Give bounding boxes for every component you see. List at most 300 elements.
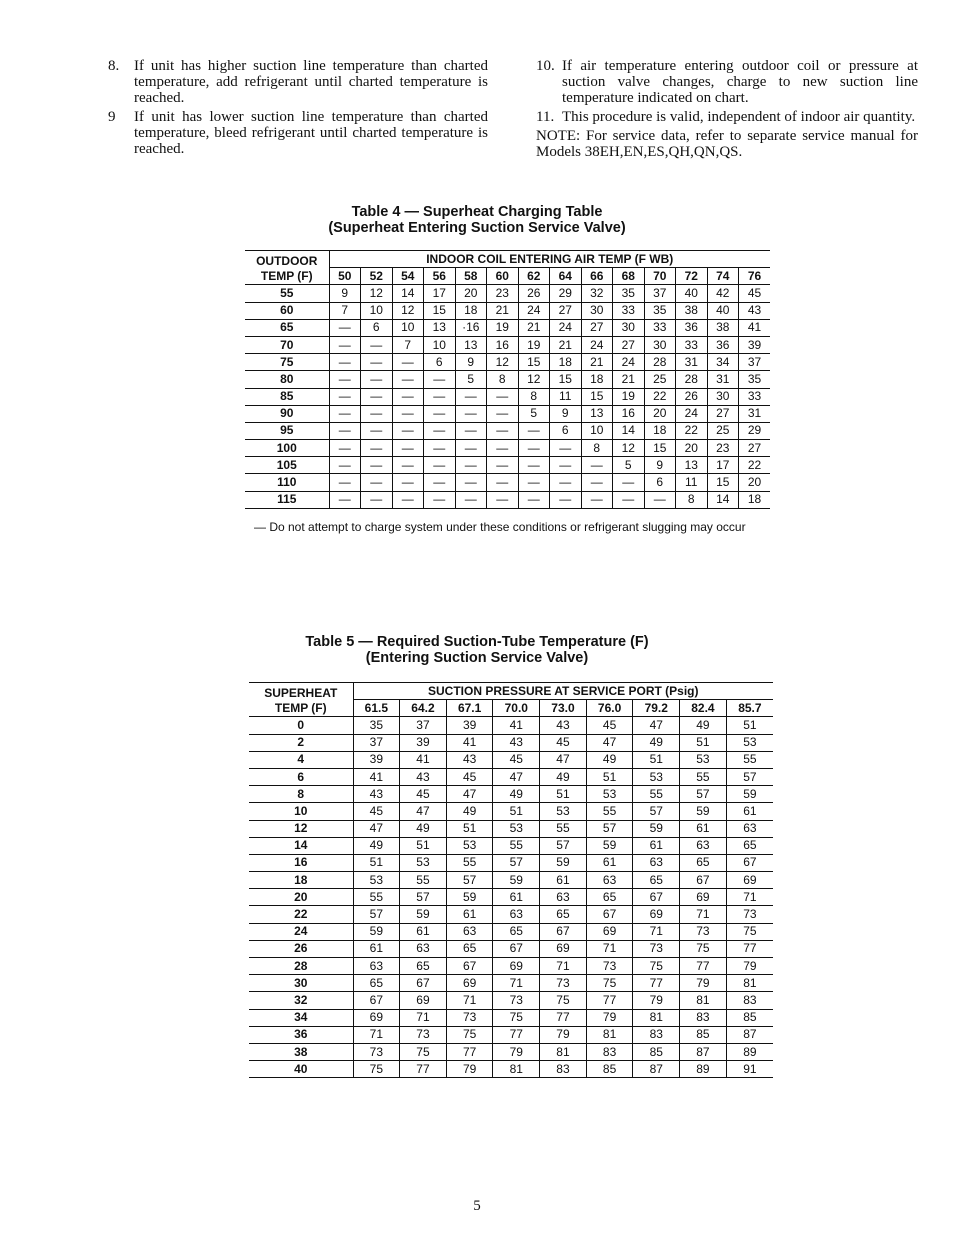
table-cell: 37 <box>353 734 400 751</box>
table-cell: 45 <box>739 285 771 302</box>
step-number: 11. <box>536 109 555 125</box>
table-cell: — <box>455 457 487 474</box>
table-row <box>245 474 770 491</box>
table-cell: 15 <box>581 388 613 405</box>
table-cell: 28 <box>644 354 676 371</box>
table-cell: — <box>424 491 456 508</box>
table-cell: — <box>613 491 645 508</box>
table-cell: 79 <box>493 1043 540 1060</box>
table-cell: 79 <box>633 992 680 1009</box>
table-row <box>245 285 770 302</box>
table-row <box>249 1026 773 1043</box>
step-text: If unit has higher suction line temperature than charted temperature, add refrigerant until charted temperature is reached. <box>134 58 488 106</box>
table-cell: 9 <box>455 354 487 371</box>
table-cell: 6 <box>361 319 393 336</box>
row-label: 34 <box>249 1009 353 1026</box>
table-cell: 11 <box>550 388 582 405</box>
column-header: 79.2 <box>633 700 680 717</box>
table-cell: 15 <box>424 302 456 319</box>
table-cell: 63 <box>680 837 727 854</box>
table-row <box>249 717 773 734</box>
table-cell: 75 <box>586 975 633 992</box>
table-cell: 43 <box>493 734 540 751</box>
table-cell: 8 <box>487 371 519 388</box>
table-cell: — <box>329 336 361 353</box>
table-cell: — <box>550 474 582 491</box>
table-cell: 55 <box>400 872 447 889</box>
table-cell: 31 <box>676 354 708 371</box>
table-cell: 35 <box>613 285 645 302</box>
table-cell: 49 <box>446 803 493 820</box>
table-cell: 22 <box>676 422 708 439</box>
table-cell: 34 <box>707 354 739 371</box>
row-label: 90 <box>245 405 329 422</box>
column-header: 56 <box>424 268 456 285</box>
table-row <box>245 336 770 353</box>
table-cell: 45 <box>446 768 493 785</box>
table-cell: 71 <box>446 992 493 1009</box>
table-row <box>245 440 770 457</box>
table5-subtitle: (Entering Suction Service Valve) <box>365 650 589 666</box>
table-cell: — <box>329 388 361 405</box>
table-cell: 22 <box>739 457 771 474</box>
table-cell: 55 <box>633 786 680 803</box>
table-cell: 30 <box>613 319 645 336</box>
row-label: 28 <box>249 958 353 975</box>
table-cell: 39 <box>353 751 400 768</box>
table-cell: 21 <box>487 302 519 319</box>
table-cell: 85 <box>633 1043 680 1060</box>
row-label: 4 <box>249 751 353 768</box>
table-cell: 73 <box>586 958 633 975</box>
table-cell: 15 <box>644 440 676 457</box>
table-cell: 69 <box>586 923 633 940</box>
table-cell: 89 <box>680 1061 727 1078</box>
table-cell: 10 <box>392 319 424 336</box>
step-text: This procedure is valid, independent of indoor air quantity. <box>562 109 916 125</box>
table-cell: — <box>581 474 613 491</box>
table-cell: 19 <box>518 336 550 353</box>
table-cell: 75 <box>493 1009 540 1026</box>
table-cell: 67 <box>586 906 633 923</box>
table-cell: 43 <box>739 302 771 319</box>
table-cell: 41 <box>493 717 540 734</box>
table-cell: — <box>518 474 550 491</box>
table-cell: 51 <box>726 717 773 734</box>
table-cell: 77 <box>680 958 727 975</box>
table-cell: 71 <box>680 906 727 923</box>
table-cell: 55 <box>540 820 587 837</box>
row-label: 24 <box>249 923 353 940</box>
table-cell: 69 <box>680 889 727 906</box>
table-cell: 49 <box>586 751 633 768</box>
table-cell: 73 <box>446 1009 493 1026</box>
table-cell: — <box>392 440 424 457</box>
table5-title: Table 5 — Required Suction-Tube Temperature (F) <box>305 634 649 650</box>
column-header: 68 <box>613 268 645 285</box>
procedure-step <box>108 109 488 157</box>
table-cell: 81 <box>493 1061 540 1078</box>
table-cell: — <box>487 491 519 508</box>
column-header: 85.7 <box>726 700 773 717</box>
column-header: 76 <box>739 268 771 285</box>
table-cell: 69 <box>446 975 493 992</box>
table-cell: 26 <box>676 388 708 405</box>
table-cell: — <box>329 371 361 388</box>
table-cell: 71 <box>633 923 680 940</box>
table-cell: 20 <box>644 405 676 422</box>
column-header: 50 <box>329 268 361 285</box>
column-header: 64.2 <box>400 700 447 717</box>
table-cell: 13 <box>581 405 613 422</box>
table-cell: 22 <box>644 388 676 405</box>
table-cell: 63 <box>540 889 587 906</box>
table-cell: — <box>392 388 424 405</box>
table-cell: 40 <box>707 302 739 319</box>
table-cell: — <box>329 354 361 371</box>
row-label: 10 <box>249 803 353 820</box>
table-cell: — <box>392 354 424 371</box>
table-cell: 65 <box>446 940 493 957</box>
table-cell: 47 <box>353 820 400 837</box>
table-cell: — <box>455 405 487 422</box>
table-cell: 15 <box>518 354 550 371</box>
row-label: 60 <box>245 302 329 319</box>
table-cell: 75 <box>726 923 773 940</box>
table-cell: 65 <box>633 872 680 889</box>
table-cell: 53 <box>586 786 633 803</box>
table-cell: 57 <box>726 768 773 785</box>
table-row <box>249 872 773 889</box>
table-cell: 79 <box>446 1061 493 1078</box>
table-cell: 73 <box>680 923 727 940</box>
table-cell: 67 <box>493 940 540 957</box>
table-cell: 39 <box>400 734 447 751</box>
table-cell: 21 <box>550 336 582 353</box>
column-header: 58 <box>455 268 487 285</box>
table-cell: 57 <box>446 872 493 889</box>
table4-group-header: INDOOR COIL ENTERING AIR TEMP (F WB) <box>329 251 770 268</box>
table-cell: 77 <box>540 1009 587 1026</box>
table-cell: 19 <box>487 319 519 336</box>
table-cell: 42 <box>707 285 739 302</box>
table-cell: 59 <box>540 854 587 871</box>
table-cell: 47 <box>400 803 447 820</box>
table-cell: 26 <box>518 285 550 302</box>
table-cell: 51 <box>446 820 493 837</box>
table-cell: 39 <box>446 717 493 734</box>
table-row <box>249 820 773 837</box>
row-label: 2 <box>249 734 353 751</box>
table-cell: 41 <box>400 751 447 768</box>
table-cell: — <box>392 457 424 474</box>
table-cell: — <box>550 457 582 474</box>
table-cell: 71 <box>400 1009 447 1026</box>
row-label: 26 <box>249 940 353 957</box>
table-cell: 55 <box>586 803 633 820</box>
table-row <box>245 405 770 422</box>
table-row <box>245 388 770 405</box>
table-cell: 67 <box>400 975 447 992</box>
row-label: 12 <box>249 820 353 837</box>
table-cell: 53 <box>540 803 587 820</box>
table-cell: 65 <box>726 837 773 854</box>
table-cell: 37 <box>400 717 447 734</box>
table-cell: — <box>392 422 424 439</box>
table-cell: 27 <box>739 440 771 457</box>
procedure-step <box>536 109 918 125</box>
table-cell: 59 <box>680 803 727 820</box>
table-cell: 38 <box>707 319 739 336</box>
table-cell: 8 <box>676 491 708 508</box>
column-header: 64 <box>550 268 582 285</box>
table-cell: — <box>329 422 361 439</box>
table-cell: 61 <box>540 872 587 889</box>
table-cell: 53 <box>446 837 493 854</box>
table-cell: 51 <box>680 734 727 751</box>
column-header: 73.0 <box>540 700 587 717</box>
table-cell: 63 <box>353 958 400 975</box>
table-cell: 63 <box>446 923 493 940</box>
table-cell: — <box>361 440 393 457</box>
table-cell: — <box>361 371 393 388</box>
table-cell: 65 <box>353 975 400 992</box>
table-cell: 75 <box>633 958 680 975</box>
table-cell: — <box>424 457 456 474</box>
table-cell: 24 <box>676 405 708 422</box>
table-cell: 53 <box>353 872 400 889</box>
column-header: 70.0 <box>493 700 540 717</box>
table-cell: 5 <box>518 405 550 422</box>
row-label: 38 <box>249 1043 353 1060</box>
table-row <box>245 302 770 319</box>
row-label: 0 <box>249 717 353 734</box>
table-cell: 6 <box>644 474 676 491</box>
column-header: 76.0 <box>586 700 633 717</box>
table-cell: 47 <box>633 717 680 734</box>
table-row <box>245 491 770 508</box>
column-header: 62 <box>518 268 550 285</box>
row-label: 18 <box>249 872 353 889</box>
table-cell: — <box>518 457 550 474</box>
table-cell: 53 <box>400 854 447 871</box>
table-cell: 24 <box>613 354 645 371</box>
table-cell: 33 <box>676 336 708 353</box>
table-cell: 21 <box>613 371 645 388</box>
table-cell: — <box>455 474 487 491</box>
table-cell: — <box>487 388 519 405</box>
table-cell: 57 <box>586 820 633 837</box>
table-cell: 18 <box>455 302 487 319</box>
table-cell: 61 <box>353 940 400 957</box>
table-cell: 9 <box>644 457 676 474</box>
table-cell: 83 <box>540 1061 587 1078</box>
table-cell: 27 <box>707 405 739 422</box>
table-cell: 24 <box>550 319 582 336</box>
row-label: 30 <box>249 975 353 992</box>
table-cell: — <box>424 371 456 388</box>
row-label: 65 <box>245 319 329 336</box>
table-cell: 61 <box>493 889 540 906</box>
intro-columns <box>108 58 918 160</box>
table-cell: 23 <box>487 285 519 302</box>
table-cell: 24 <box>581 336 613 353</box>
table-cell: 77 <box>493 1026 540 1043</box>
table-cell: 24 <box>518 302 550 319</box>
table-cell: 75 <box>680 940 727 957</box>
table-cell: — <box>392 474 424 491</box>
table5-corner-header <box>249 683 353 717</box>
table-cell: 29 <box>550 285 582 302</box>
table-cell: 37 <box>644 285 676 302</box>
row-label: 70 <box>245 336 329 353</box>
table-cell: 7 <box>392 336 424 353</box>
table-cell: 89 <box>726 1043 773 1060</box>
table-cell: — <box>329 491 361 508</box>
table-cell: 65 <box>680 854 727 871</box>
table-cell: — <box>487 405 519 422</box>
table-cell: 67 <box>353 992 400 1009</box>
row-label: 95 <box>245 422 329 439</box>
table-cell: 71 <box>493 975 540 992</box>
table-cell: 17 <box>707 457 739 474</box>
table-cell: 55 <box>493 837 540 854</box>
table-cell: 83 <box>726 992 773 1009</box>
step-number: 10. <box>536 58 555 74</box>
table-cell: 51 <box>633 751 680 768</box>
table-cell: 73 <box>493 992 540 1009</box>
table-cell: 51 <box>586 768 633 785</box>
table-cell: — <box>329 457 361 474</box>
table-cell: — <box>392 491 424 508</box>
table-cell: 25 <box>644 371 676 388</box>
table-cell: 9 <box>550 405 582 422</box>
row-label: 22 <box>249 906 353 923</box>
table-cell: — <box>455 491 487 508</box>
table-cell: 35 <box>644 302 676 319</box>
table-cell: 77 <box>633 975 680 992</box>
table-cell: 28 <box>676 371 708 388</box>
table-cell: 27 <box>613 336 645 353</box>
right-column <box>536 58 918 160</box>
table-cell: 18 <box>644 422 676 439</box>
table-cell: 10 <box>581 422 613 439</box>
table-cell: 30 <box>581 302 613 319</box>
table-cell: 32 <box>581 285 613 302</box>
table-cell: — <box>361 388 393 405</box>
table-cell: 45 <box>540 734 587 751</box>
row-label: 110 <box>245 474 329 491</box>
row-label: 36 <box>249 1026 353 1043</box>
row-label: 75 <box>245 354 329 371</box>
table4-corner-header <box>245 251 329 285</box>
table-cell: — <box>455 422 487 439</box>
column-header: 74 <box>707 268 739 285</box>
row-label: 115 <box>245 491 329 508</box>
step-number: 9 <box>108 109 116 125</box>
table-cell: 23 <box>707 440 739 457</box>
table-cell: 35 <box>353 717 400 734</box>
table-cell: 49 <box>493 786 540 803</box>
table-cell: 61 <box>633 837 680 854</box>
superheat-charging-table <box>245 250 770 509</box>
table-cell: 10 <box>424 336 456 353</box>
table-cell: 53 <box>493 820 540 837</box>
table-cell: 6 <box>550 422 582 439</box>
table-cell: — <box>329 319 361 336</box>
table-cell: 13 <box>676 457 708 474</box>
row-label: 8 <box>249 786 353 803</box>
step-text: If unit has lower suction line temperature than charted temperature, bleed refrigerant until charted temperature is reached. <box>134 109 488 157</box>
row-label: 32 <box>249 992 353 1009</box>
table-cell: 73 <box>633 940 680 957</box>
table-cell: 39 <box>739 336 771 353</box>
table-cell: 45 <box>493 751 540 768</box>
table4-subtitle: (Superheat Entering Suction Service Valve) <box>328 220 626 236</box>
table-cell: ·16 <box>455 319 487 336</box>
table-cell: 71 <box>353 1026 400 1043</box>
table-cell: 65 <box>540 906 587 923</box>
table-cell: 17 <box>424 285 456 302</box>
table-cell: 33 <box>613 302 645 319</box>
table-cell: 49 <box>633 734 680 751</box>
table-cell: 59 <box>400 906 447 923</box>
table-cell: 79 <box>680 975 727 992</box>
table-cell: 14 <box>613 422 645 439</box>
table-cell: 61 <box>680 820 727 837</box>
table5-corner-line1: SUPERHEAT <box>264 686 338 701</box>
table-row <box>249 975 773 992</box>
row-label: 20 <box>249 889 353 906</box>
table-cell: 87 <box>680 1043 727 1060</box>
table-cell: 73 <box>353 1043 400 1060</box>
row-label: 55 <box>245 285 329 302</box>
procedure-step <box>536 58 918 106</box>
table-cell: 51 <box>540 786 587 803</box>
table-cell: 15 <box>550 371 582 388</box>
table-cell: 38 <box>676 302 708 319</box>
table-cell: 15 <box>707 474 739 491</box>
table-cell: 14 <box>707 491 739 508</box>
table-cell: — <box>613 474 645 491</box>
table-cell: 45 <box>586 717 633 734</box>
table-cell: 73 <box>726 906 773 923</box>
table-cell: 21 <box>518 319 550 336</box>
table-cell: 41 <box>353 768 400 785</box>
step-text: If air temperature entering outdoor coil or pressure at suction valve changes, charge to new suction line temperature indicated on chart. <box>562 58 918 106</box>
table-cell: 5 <box>455 371 487 388</box>
table-cell: — <box>550 440 582 457</box>
table-cell: 12 <box>613 440 645 457</box>
table-cell: — <box>518 440 550 457</box>
table-cell: 55 <box>680 768 727 785</box>
table-cell: 21 <box>581 354 613 371</box>
table-row <box>249 992 773 1009</box>
table-row <box>245 457 770 474</box>
table-cell: 73 <box>540 975 587 992</box>
table-cell: 57 <box>400 889 447 906</box>
column-header: 67.1 <box>446 700 493 717</box>
table-cell: 49 <box>680 717 727 734</box>
table-row <box>249 940 773 957</box>
table-cell: 29 <box>739 422 771 439</box>
table-row <box>245 371 770 388</box>
table-row <box>245 422 770 439</box>
table-cell: 61 <box>726 803 773 820</box>
table-cell: 59 <box>446 889 493 906</box>
row-label: 100 <box>245 440 329 457</box>
table-cell: — <box>361 354 393 371</box>
